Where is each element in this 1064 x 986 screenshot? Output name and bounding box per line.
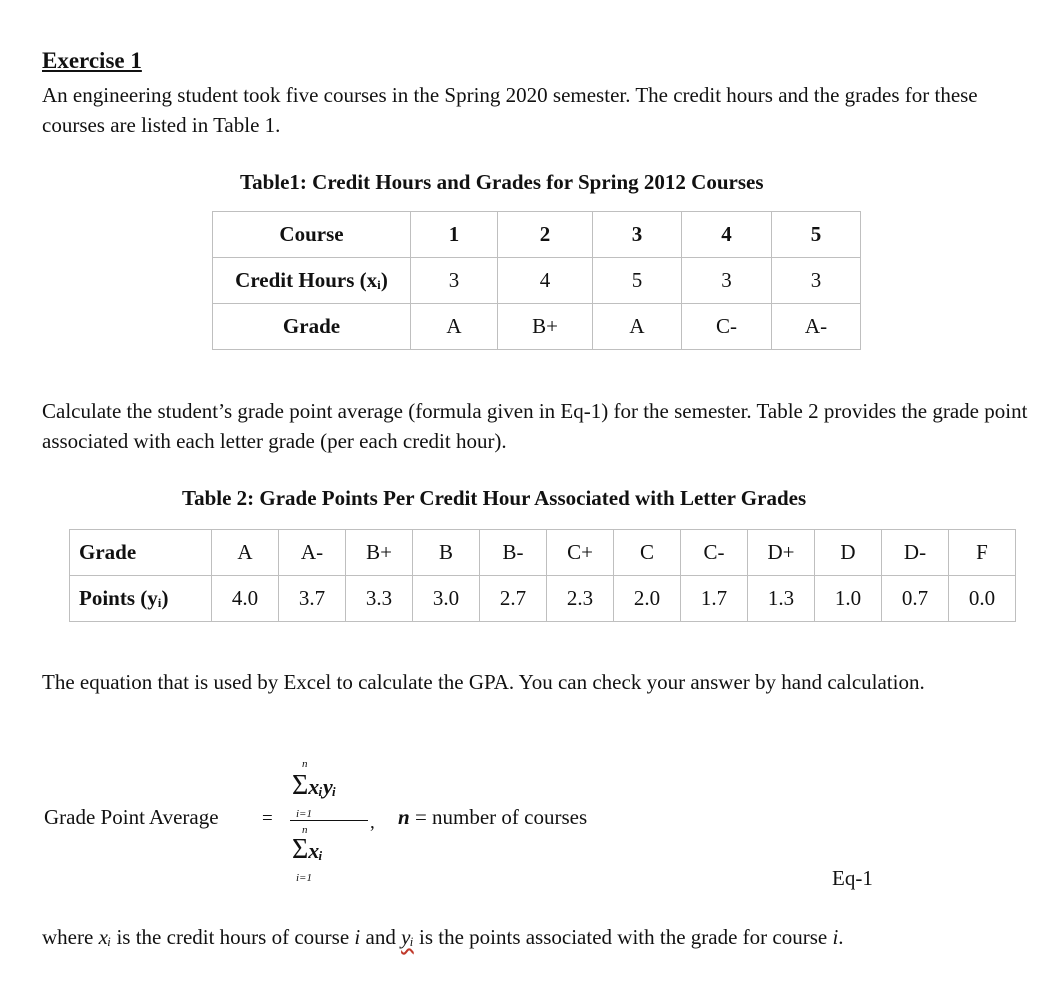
points-cell: 4.0 xyxy=(212,576,279,622)
footnote-text: is the points associated with the grade for course xyxy=(413,925,833,949)
grade-cell: B+ xyxy=(498,304,593,350)
footnote-text: . xyxy=(838,925,844,949)
sum-upper-limit: n xyxy=(302,824,308,836)
i-symbol: i xyxy=(354,925,361,949)
credit-hours-cell: 3 xyxy=(411,258,498,304)
sum-lower-limit: i=1 xyxy=(296,808,312,820)
sigma-symbol: Σ xyxy=(292,770,309,801)
row-header-grade: Grade xyxy=(213,304,411,350)
table2-caption: Table 2: Grade Points Per Credit Hour Associated with Letter Grades xyxy=(182,486,807,510)
equation-comma: , xyxy=(370,812,375,833)
credit-hours-cell: 5 xyxy=(593,258,682,304)
n-definition-text: = number of courses xyxy=(414,805,588,829)
points-cell: 0.0 xyxy=(949,576,1016,622)
letter-grade-cell: C+ xyxy=(547,530,614,576)
course-number: 4 xyxy=(682,212,772,258)
course-number: 3 xyxy=(593,212,682,258)
sum-lower-limit: i=1 xyxy=(296,872,312,884)
sigma-symbol: Σ xyxy=(292,834,309,865)
points-cell: 3.0 xyxy=(413,576,480,622)
table-row xyxy=(213,258,861,304)
xi-symbol: xᵢ xyxy=(98,925,112,949)
footnote-text: is the credit hours of course xyxy=(111,925,355,949)
yi-symbol: yᵢ xyxy=(401,925,414,949)
row-header-grade: Grade xyxy=(70,530,212,576)
grade-cell: C- xyxy=(682,304,772,350)
row-header-course: Course xyxy=(213,212,411,258)
letter-grade-cell: B+ xyxy=(346,530,413,576)
variable-definition xyxy=(42,925,844,950)
letter-grade-cell: C xyxy=(614,530,681,576)
letter-grade-cell: D xyxy=(815,530,882,576)
course-number: 1 xyxy=(411,212,498,258)
sum-upper-limit: n xyxy=(302,758,308,770)
table1-caption: Table1: Credit Hours and Grades for Spring 2012 Courses xyxy=(240,170,764,194)
points-cell: 0.7 xyxy=(882,576,949,622)
course-number: 2 xyxy=(498,212,593,258)
points-cell: 1.3 xyxy=(748,576,815,622)
points-cell: 1.0 xyxy=(815,576,882,622)
row-header-credit-hours: Credit Hours (xᵢ) xyxy=(213,258,411,304)
table-row xyxy=(70,576,1016,622)
letter-grade-cell: A- xyxy=(279,530,346,576)
points-cell: 2.7 xyxy=(480,576,547,622)
points-cell: 3.7 xyxy=(279,576,346,622)
n-symbol: n xyxy=(398,805,410,829)
n-definition xyxy=(398,805,587,830)
fraction-bar xyxy=(290,820,368,821)
points-cell: 1.7 xyxy=(681,576,748,622)
table-row xyxy=(213,304,861,350)
letter-grade-cell: D- xyxy=(882,530,949,576)
credit-hours-table xyxy=(212,211,861,350)
gpa-label: Grade Point Average xyxy=(44,805,219,829)
letter-grade-cell: F xyxy=(949,530,1016,576)
grade-cell: A xyxy=(411,304,498,350)
equals-sign: = xyxy=(262,808,273,829)
credit-hours-cell: 3 xyxy=(772,258,861,304)
fraction-numerator xyxy=(292,770,337,802)
grade-cell: A xyxy=(593,304,682,350)
letter-grade-cell: A xyxy=(212,530,279,576)
i-symbol: i xyxy=(832,925,839,949)
letter-grade-cell: D+ xyxy=(748,530,815,576)
credit-hours-cell: 4 xyxy=(498,258,593,304)
excel-note-paragraph: The equation that is used by Excel to calculate the GPA. You can check your answer by hand calculation. xyxy=(42,670,925,694)
fraction-denominator xyxy=(292,834,323,866)
course-number: 5 xyxy=(772,212,861,258)
grade-points-table xyxy=(69,529,1016,622)
denominator-term: xᵢ xyxy=(308,838,324,863)
gpa-fraction xyxy=(288,758,372,888)
letter-grade-cell: C- xyxy=(681,530,748,576)
row-header-points: Points (yᵢ) xyxy=(70,576,212,622)
exercise-title: Exercise 1 xyxy=(42,48,142,73)
footnote-text: where xyxy=(42,925,99,949)
points-cell: 2.0 xyxy=(614,576,681,622)
instruction-paragraph: Calculate the student’s grade point average (formula given in Eq-1) for the semester. Table 2 provides the grade point associated with each letter grade (per each credit hour). xyxy=(42,399,1028,453)
points-cell: 2.3 xyxy=(547,576,614,622)
numerator-term: xᵢyᵢ xyxy=(308,774,337,799)
letter-grade-cell: B- xyxy=(480,530,547,576)
letter-grade-cell: B xyxy=(413,530,480,576)
equation-label: Eq-1 xyxy=(832,866,873,890)
table-row xyxy=(70,530,1016,576)
points-cell: 3.3 xyxy=(346,576,413,622)
credit-hours-cell: 3 xyxy=(682,258,772,304)
footnote-text: and xyxy=(360,925,402,949)
grade-cell: A- xyxy=(772,304,861,350)
intro-paragraph: An engineering student took five courses in the Spring 2020 semester. The credit hours and the grades for these courses are listed in Table 1. xyxy=(42,83,978,137)
table-row xyxy=(213,212,861,258)
